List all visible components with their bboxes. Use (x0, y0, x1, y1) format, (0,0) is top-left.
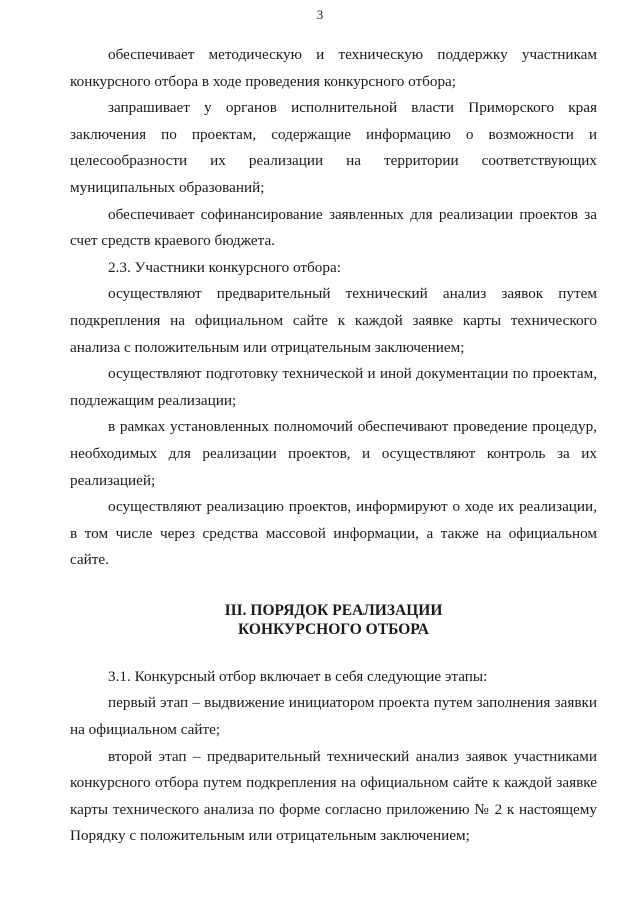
paragraph: второй этап – предварительный технический анализ заявок участниками конкурсного отбора путем подкрепления на официальном сайте к каждой заявке карты технического анализа по форме согласно приложению № 2 к настоящему Порядку с положительным или отрицательным заключением; (70, 747, 597, 845)
paragraph: осуществляют предварительный технический анализ заявок путем подкрепления на официальном сайте к каждой заявке карты технического анализа с положительным или отрицательным заключением; (70, 285, 597, 356)
paragraph: обеспечивает софинансирование заявленных для реализации проектов за счет средств краевого бюджета. (70, 205, 597, 250)
paragraph: обеспечивает методическую и техническую поддержку участникам конкурсного отбора в ходе проведения конкурсного отбора; (70, 46, 597, 90)
page-number: 3 (316, 7, 324, 22)
paragraph: запрашивает у органов исполнительной власти Приморского края заключения по проектам, содержащие информацию о возможности и целесообразности их реализации на территории соответствующих муниципальных образований; (70, 99, 597, 196)
paragraph: в рамках установленных полномочий обеспечивают проведение процедур, необходимых для реализации проектов, и осуществляют контроль за их реализацией; (70, 418, 597, 489)
paragraph: осуществляют реализацию проектов, информируют о ходе их реализации, в том числе через средства массовой информации, а также на официальном сайте. (70, 498, 597, 569)
section-heading-line1: III. ПОРЯДОК РЕАЛИЗАЦИИ (224, 601, 443, 619)
subsection-title: 2.3. Участники конкурсного отбора: (108, 258, 341, 276)
section-heading (70, 601, 597, 639)
paragraph: осуществляют подготовку технической и иной документации по проектам, подлежащим реализации; (70, 365, 597, 409)
paragraph: первый этап – выдвижение инициатором проекта путем заполнения заявки на официальном сайте; (70, 694, 597, 739)
document-body (70, 42, 597, 850)
paragraph: 3.1. Конкурсный отбор включает в себя следующие этапы: (108, 667, 488, 685)
section-heading-line2: КОНКУРСНОГО ОТБОРА (238, 620, 429, 638)
